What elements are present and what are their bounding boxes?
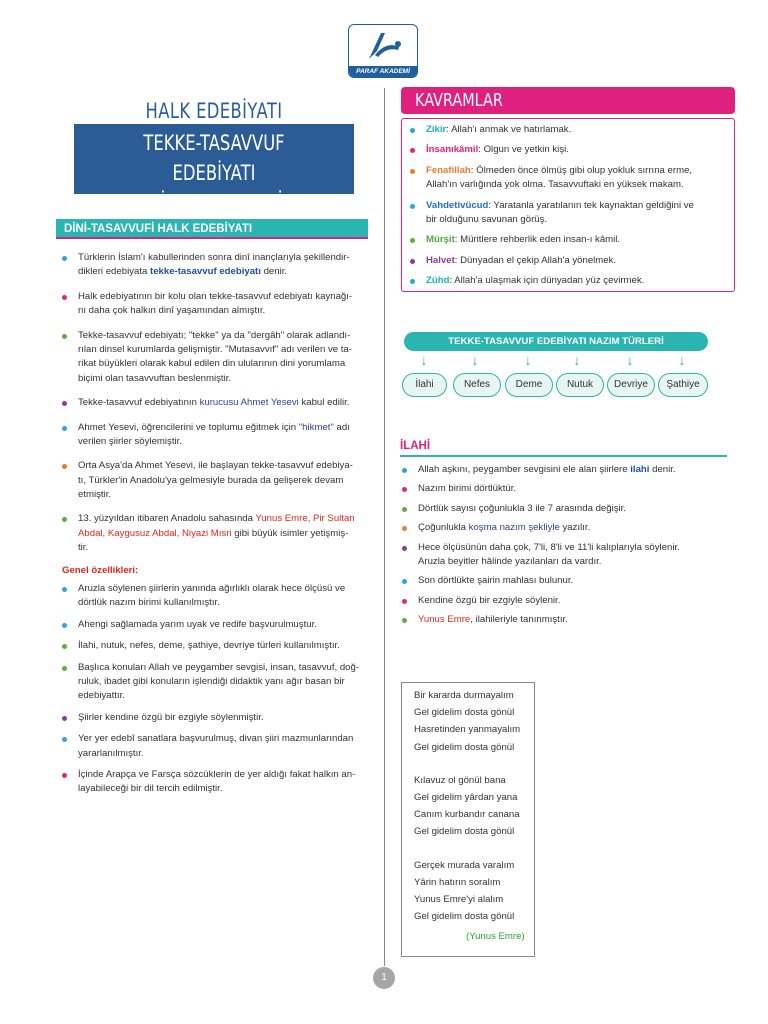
- poem-line: Canım kurbandır canana: [414, 809, 520, 821]
- poem-line: Bir kararda durmayalım: [414, 690, 514, 701]
- down-arrow-icon: ↓: [471, 352, 479, 368]
- bullet-icon: [62, 644, 67, 649]
- concepts-list: [404, 123, 726, 289]
- list-item: Nazım birimi dörtlüktür.: [396, 482, 736, 496]
- bullet-icon: [62, 256, 67, 261]
- section-heading: DİNİ-TASAVVUFİ HALK EDEBİYATI: [56, 219, 368, 239]
- bullet-icon: [402, 618, 407, 623]
- list-item: Şiirler kendine özgü bir ezgiyle söylenmiştir.: [56, 711, 372, 725]
- verse-types-heading: TEKKE-TASAVVUF EDEBİYATI NAZIM TÜRLERİ: [404, 332, 708, 351]
- bullet-icon: [410, 148, 415, 153]
- down-arrow-icon: ↓: [524, 352, 532, 368]
- concept-item: İnsanıkâmil: Olgun ve yetkin kişi.: [404, 143, 726, 157]
- list-item: Kendine özgü bir ezgiyle söylenir.: [396, 594, 736, 608]
- poem-line: Yunus Emre'yi alalım: [414, 894, 504, 906]
- concept-item: Zühd: Allah'a ulaşmak için dünyadan yüz çevirmek.: [404, 274, 726, 288]
- ilahi-heading: İLAHİ: [400, 440, 431, 452]
- concept-item: Mürşit: Müritlere rehberlik eden insan-ı kâmil.: [404, 233, 726, 247]
- bullet-icon: [410, 128, 415, 133]
- down-arrow-icon: ↓: [420, 352, 428, 368]
- ilahi-list: [396, 463, 736, 628]
- bullet-icon: [62, 666, 67, 671]
- title-box: [74, 124, 354, 215]
- list-item: Türklerin İslam'ı kabullerinden sonra dinî inançlarıyla şekillendir- dikleri edebiyata tekke-tasavvuf edebiyatı denir.: [56, 251, 372, 280]
- list-item: Hece ölçüsünün daha çok, 7'li, 8'li ve 11'li kalıplarıyla söylenir. Aruzla beyitler hâlinde yazılanları da vardır.: [396, 541, 736, 570]
- poem-line: Kılavuz ol gönül bana: [414, 774, 506, 786]
- list-item: İçinde Arapça ve Farsça sözcüklerin de yer aldığı fakat halkın an- layabileceği bir dil tercih edilmiştir.: [56, 768, 372, 797]
- bullet-icon: [410, 259, 415, 264]
- verse-type-nefes: Nefes: [453, 373, 501, 397]
- poem-line: Gerçek murada varalım: [414, 859, 515, 871]
- bullet-icon: [62, 773, 67, 778]
- bullet-icon: [410, 238, 415, 243]
- concepts-heading: KAVRAMLAR: [401, 87, 735, 114]
- bullet-icon: [402, 468, 407, 473]
- title-box-line-2: ANONİM HALK EDEBİYATI: [111, 191, 317, 215]
- list-item: Allah aşkını, peygamber sevgisini ele alan şiirlere ilahi denir.: [396, 463, 736, 477]
- column-divider: [384, 88, 385, 966]
- bullet-icon: [402, 579, 407, 584]
- concept-item: Vahdetivücud: Yaratanla yaratılanın tek kaynaktan geldiğini ve bir olduğunu savunan görüş.: [404, 199, 726, 228]
- list-item: Dörtlük sayısı çoğunlukla 3 ile 7 arasında değişir.: [396, 502, 736, 516]
- concepts-box: [401, 118, 735, 292]
- list-item: Başlıca konuları Allah ve peygamber sevgisi, insan, tasavvuf, doğ- ruluk, ibadet gibi konuların işlendiği didaktik yanı ağır basan bir edebiyattır.: [56, 661, 372, 704]
- bullet-icon: [62, 401, 67, 406]
- bullet-icon: [62, 587, 67, 592]
- bullet-icon: [62, 426, 67, 431]
- bullet-icon: [410, 204, 415, 209]
- poem-line: Gel gidelim yârdan yana: [414, 792, 518, 804]
- list-item: Tekke-tasavvuf edebiyatı; "tekke" ya da "dergâh" olarak adlandı- rılan dinsel kurumlarda gelişmiştir. "Mutasavvıf" adı verilen ve ta- rikat büyükleri olarak kabul edilen din ulularının dini yorumlama biçimi olan tasavvuftan beslenmiştir.: [56, 329, 372, 387]
- bullet-icon: [62, 623, 67, 628]
- list-item: Ahmet Yesevi, öğrencilerini ve toplumu eğitmek için "hikmet" adı verilen şiirler söylemiştir.: [56, 421, 372, 450]
- poem-author: (Yunus Emre): [466, 931, 525, 943]
- list-item: 13. yüzyıldan itibaren Anadolu sahasında Yunus Emre, Pir Sultan Abdal, Kaygusuz Abdal, Niyazi Mısri gibi büyük isimler yetişmiş- tir.: [56, 512, 372, 555]
- verse-type-nutuk: Nutuk: [556, 373, 604, 397]
- poem-line: Yârin hatırın soralım: [414, 876, 501, 888]
- verse-type-deme: Deme: [505, 373, 553, 397]
- title-box-line-1: TEKKE-TASAVVUF EDEBİYATI: [143, 131, 285, 185]
- list-item: Son dörtlükte şairin mahlası bulunur.: [396, 574, 736, 588]
- page-number: 1: [373, 967, 395, 989]
- features-list: [56, 582, 372, 797]
- bullet-icon: [62, 737, 67, 742]
- bullet-icon: [402, 526, 407, 531]
- bullet-icon: [402, 487, 407, 492]
- list-item: Yer yer edebî sanatlara başvurulmuş, divan şiiri mazmunlarından yararlanılmıştır.: [56, 732, 372, 761]
- down-arrow-icon: ↓: [678, 352, 686, 368]
- list-item: İlahi, nutuk, nefes, deme, şathiye, devriye türleri kullanılmıştır.: [56, 639, 372, 653]
- bullet-icon: [402, 546, 407, 551]
- bullet-icon: [410, 279, 415, 284]
- bullet-icon: [62, 716, 67, 721]
- list-item: Tekke-tasavvuf edebiyatının kurucusu Ahmet Yesevi kabul edilir.: [56, 396, 372, 410]
- paraf-logo-icon: [365, 29, 403, 63]
- poem-line: Gel gidelim dosta gönül: [414, 707, 515, 719]
- concept-item: Fenafillah: Ölmeden önce ölmüş gibi olup yokluk sırrına erme, Allah'ın varlığında yok olma. Tasavvuftaki en yüksek makam.: [404, 164, 726, 193]
- intro-list: [56, 251, 372, 556]
- bullet-icon: [62, 517, 67, 522]
- verse-type-ilahi: İlahi: [402, 373, 447, 397]
- list-item: Halk edebiyatının bir kolu olan tekke-tasavvuf edebiyatı kaynağı- nı daha çok halkın dinî yaşamından almıştır.: [56, 290, 372, 319]
- bullet-icon: [62, 464, 67, 469]
- poem-line: Gel gidelim dosta gönül: [414, 826, 515, 838]
- features-heading: Genel özellikleri:: [62, 565, 139, 576]
- ilahi-rule: [400, 455, 727, 457]
- page-title: HALK EDEBİYATI: [145, 99, 283, 123]
- bullet-icon: [410, 169, 415, 174]
- bullet-icon: [402, 599, 407, 604]
- poem-box: [401, 682, 535, 957]
- down-arrow-icon: ↓: [626, 352, 634, 368]
- poem-line: Gel gidelim dosta gönül: [414, 911, 515, 923]
- publisher-logo: [348, 24, 418, 78]
- poem-line: Hasretinden yanmayalım: [414, 724, 521, 736]
- list-item: Aruzla söylenen şiirlerin yanında ağırlıklı olarak hece ölçüsü ve dörtlük nazım birimi kullanılmıştır.: [56, 582, 372, 611]
- concept-item: Zikir: Allah'ı anmak ve hatırlamak.: [404, 123, 726, 137]
- verse-type-sathiye: Şathiye: [658, 373, 708, 397]
- bullet-icon: [62, 295, 67, 300]
- bullet-icon: [62, 334, 67, 339]
- bullet-icon: [402, 507, 407, 512]
- list-item: Orta Asya'da Ahmet Yesevi, ile başlayan tekke-tasavvuf edebiya- tı, Türkler'in Anadolu'ya gelmesiyle burada da gelişerek devam etmiştir.: [56, 459, 372, 502]
- list-item: Çoğunlukla koşma nazım şekliyle yazılır.: [396, 521, 736, 535]
- concept-item: Halvet: Dünyadan el çekip Allah'a yönelmek.: [404, 254, 726, 268]
- logo-text: PARAF AKADEMİ: [349, 66, 417, 77]
- verse-type-devriye: Devriye: [607, 373, 655, 397]
- poem-line: Gel gidelim dosta gönül: [414, 741, 515, 753]
- list-item: Yunus Emre, ilahileriyle tanınmıştır.: [396, 613, 736, 627]
- list-item: Ahengi sağlamada yarım uyak ve redife başvurulmuştur.: [56, 618, 372, 632]
- down-arrow-icon: ↓: [573, 352, 581, 368]
